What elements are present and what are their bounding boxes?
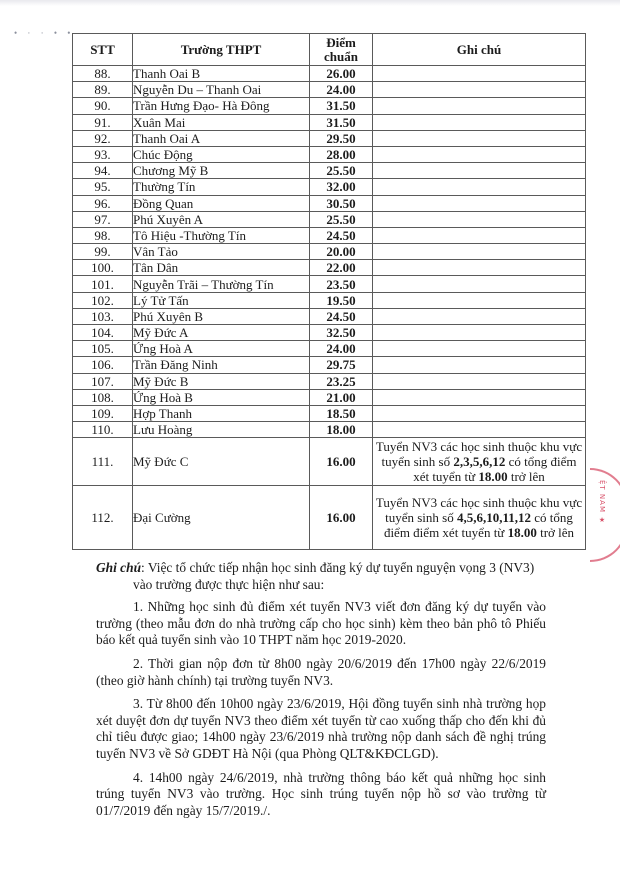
table-row bbox=[73, 82, 586, 98]
school-name-cell: Lý Tử Tấn bbox=[133, 292, 310, 308]
note-cell bbox=[373, 486, 586, 550]
note-item-2: 2. Thời gian nộp đơn từ 8h00 ngày 20/6/2019 đến 17h00 ngày 22/6/2019 (theo giờ hành chính) tại trường tuyển NV3. bbox=[96, 655, 546, 688]
stt-cell: 98. bbox=[73, 227, 133, 243]
cutoff-score-cell: 31.50 bbox=[310, 98, 373, 114]
cutoff-score-cell: 26.00 bbox=[310, 66, 373, 82]
table-row bbox=[73, 438, 586, 486]
notes-intro-line2: vào trường được thực hiện như sau: bbox=[133, 576, 325, 592]
table-row bbox=[73, 163, 586, 179]
stt-cell: 102. bbox=[73, 292, 133, 308]
stt-cell: 95. bbox=[73, 179, 133, 195]
school-name-cell: Ứng Hoà B bbox=[133, 389, 310, 405]
table-row bbox=[73, 195, 586, 211]
school-name-cell: Chương Mỹ B bbox=[133, 163, 310, 179]
table-row bbox=[73, 227, 586, 243]
cutoff-score-cell: 22.00 bbox=[310, 260, 373, 276]
school-name-cell: Phú Xuyên A bbox=[133, 211, 310, 227]
table-row bbox=[73, 389, 586, 405]
stt-cell: 110. bbox=[73, 422, 133, 438]
table-row bbox=[73, 130, 586, 146]
cutoff-score-cell: 16.00 bbox=[310, 438, 373, 486]
table-row bbox=[73, 308, 586, 324]
note-cell bbox=[373, 373, 586, 389]
table-row bbox=[73, 341, 586, 357]
cutoff-score-cell: 18.00 bbox=[310, 422, 373, 438]
note-text: có tổng điểm điểm xét tuyển từ bbox=[383, 510, 573, 541]
note-item-4: 4. 14h00 ngày 24/6/2019, nhà trường thông báo kết quả những học sinh trúng tuyển NV3 vào trường. Học sinh trúng tuyển nộp hồ sơ vào trường từ 01/7/2019 đến ngày 15/7/2019./. bbox=[96, 769, 546, 818]
note-text: trở lên bbox=[536, 525, 575, 541]
stt-cell: 107. bbox=[73, 373, 133, 389]
header-score-line2: chuẩn bbox=[324, 48, 358, 64]
table-row bbox=[73, 260, 586, 276]
school-name-cell: Tô Hiệu -Thường Tín bbox=[133, 227, 310, 243]
cutoff-score-cell: 24.00 bbox=[310, 82, 373, 98]
note-zones: 4,5,6,10,11,12 bbox=[456, 510, 532, 526]
table-row bbox=[73, 276, 586, 292]
school-name-cell: Phú Xuyên B bbox=[133, 308, 310, 324]
school-name-cell: Ứng Hoà A bbox=[133, 341, 310, 357]
header-school: Trường THPT bbox=[133, 34, 310, 66]
stt-cell: 96. bbox=[73, 195, 133, 211]
table-row bbox=[73, 422, 586, 438]
stt-cell: 103. bbox=[73, 308, 133, 324]
note-cell bbox=[373, 438, 586, 486]
stamp-text: ỆT NAM ★ bbox=[598, 480, 606, 526]
stt-cell: 101. bbox=[73, 276, 133, 292]
note-cell bbox=[373, 292, 586, 308]
stt-cell: 109. bbox=[73, 405, 133, 421]
table-row bbox=[73, 114, 586, 130]
note-item-3: 3. Từ 8h00 đến 10h00 ngày 23/6/2019, Hội đồng tuyển sinh nhà trường họp xét duyệt đơn dự tuyển NV3 theo điểm xét tuyển từ cao xuống thấp cho đến khi đủ chỉ tiêu được giao; 14h00 ngày 23/6/2019 nhà trường nộp danh sách đề nghị trúng tuyển NV3 về Sở GDĐT Hà Nội (qua Phòng QLT&KĐCLGD). bbox=[96, 696, 546, 761]
school-name-cell: Mỹ Đức B bbox=[133, 373, 310, 389]
stt-cell: 97. bbox=[73, 211, 133, 227]
note-cell bbox=[373, 325, 586, 341]
note-cell bbox=[373, 389, 586, 405]
cutoff-score-cell: 25.50 bbox=[310, 163, 373, 179]
table-row bbox=[73, 373, 586, 389]
stt-cell: 88. bbox=[73, 66, 133, 82]
page-top-edge bbox=[0, 0, 620, 6]
table-row bbox=[73, 405, 586, 421]
note-cell bbox=[373, 357, 586, 373]
note-cell bbox=[373, 163, 586, 179]
cutoff-score-cell: 21.00 bbox=[310, 389, 373, 405]
header-stt: STT bbox=[73, 34, 133, 66]
cutoff-score-cell: 29.50 bbox=[310, 130, 373, 146]
cutoff-score-cell: 18.50 bbox=[310, 405, 373, 421]
school-name-cell: Tân Dân bbox=[133, 260, 310, 276]
note-cell bbox=[373, 244, 586, 260]
cutoff-score-cell: 25.50 bbox=[310, 211, 373, 227]
table-row bbox=[73, 325, 586, 341]
note-min-score: 18.00 bbox=[507, 525, 537, 541]
school-name-cell: Nguyễn Trãi – Thường Tín bbox=[133, 276, 310, 292]
cutoff-score-cell: 31.50 bbox=[310, 114, 373, 130]
school-name-cell: Đồng Quan bbox=[133, 195, 310, 211]
note-cell bbox=[373, 66, 586, 82]
stt-cell: 105. bbox=[73, 341, 133, 357]
stt-cell: 99. bbox=[73, 244, 133, 260]
table-row bbox=[73, 486, 586, 550]
cutoff-score-cell: 23.50 bbox=[310, 276, 373, 292]
header-score bbox=[310, 34, 373, 66]
note-cell bbox=[373, 276, 586, 292]
notes-intro-line1: : Việc tổ chức tiếp nhận học sinh đăng ký dự tuyển nguyện vọng 3 (NV3) bbox=[141, 560, 535, 575]
notes-intro bbox=[96, 560, 546, 593]
note-cell bbox=[373, 146, 586, 162]
note-cell bbox=[373, 82, 586, 98]
note-cell bbox=[373, 260, 586, 276]
note-min-score: 18.00 bbox=[478, 469, 508, 485]
stt-cell: 106. bbox=[73, 357, 133, 373]
notes-label: Ghi chú bbox=[96, 560, 142, 575]
table-row bbox=[73, 211, 586, 227]
cutoff-score-cell: 20.00 bbox=[310, 244, 373, 260]
stt-cell: 112. bbox=[73, 486, 133, 550]
table-row bbox=[73, 292, 586, 308]
note-text: có tổng điểm xét tuyển từ bbox=[413, 454, 577, 485]
school-name-cell: Lưu Hoàng bbox=[133, 422, 310, 438]
cutoff-score-cell: 23.25 bbox=[310, 373, 373, 389]
school-name-cell: Mỹ Đức C bbox=[133, 438, 310, 486]
school-name-cell: Vân Tảo bbox=[133, 244, 310, 260]
note-cell bbox=[373, 227, 586, 243]
table-row bbox=[73, 98, 586, 114]
note-cell bbox=[373, 195, 586, 211]
cutoff-score-cell: 28.00 bbox=[310, 146, 373, 162]
school-name-cell: Thanh Oai B bbox=[133, 66, 310, 82]
school-name-cell: Chúc Động bbox=[133, 146, 310, 162]
school-name-cell: Trần Hưng Đạo- Hà Đông bbox=[133, 98, 310, 114]
cutoff-score-cell: 32.00 bbox=[310, 179, 373, 195]
school-name-cell: Mỹ Đức A bbox=[133, 325, 310, 341]
stt-cell: 93. bbox=[73, 146, 133, 162]
school-name-cell: Trần Đăng Ninh bbox=[133, 357, 310, 373]
note-text: Tuyển NV3 các học sinh thuộc khu vực tuyển sinh số bbox=[375, 495, 583, 526]
note-cell bbox=[373, 130, 586, 146]
cutoff-score-table bbox=[72, 33, 586, 550]
note-zones: 2,3,5,6,12 bbox=[453, 454, 506, 470]
cutoff-score-cell: 30.50 bbox=[310, 195, 373, 211]
stt-cell: 91. bbox=[73, 114, 133, 130]
note-text: Tuyển NV3 các học sinh thuộc khu vực tuyển sinh số bbox=[375, 439, 583, 470]
note-cell bbox=[373, 405, 586, 421]
table-row bbox=[73, 179, 586, 195]
table-row bbox=[73, 244, 586, 260]
table-header-row bbox=[73, 34, 586, 66]
school-name-cell: Xuân Mai bbox=[133, 114, 310, 130]
header-note: Ghi chú bbox=[373, 34, 586, 66]
note-cell bbox=[373, 341, 586, 357]
stt-cell: 94. bbox=[73, 163, 133, 179]
notes-section bbox=[96, 560, 546, 826]
stt-cell: 89. bbox=[73, 82, 133, 98]
note-cell bbox=[373, 114, 586, 130]
table-row bbox=[73, 66, 586, 82]
table-row bbox=[73, 357, 586, 373]
note-item-1: 1. Những học sinh đủ điểm xét tuyển NV3 viết đơn đăng ký dự tuyển vào trường (theo mẫu đơn do nhà trường cấp cho học sinh) kèm theo bản phô tô Phiếu báo kết quả tuyển sinh vào 10 THPT năm học 2019-2020. bbox=[96, 599, 546, 648]
cutoff-score-cell: 24.50 bbox=[310, 227, 373, 243]
stt-cell: 104. bbox=[73, 325, 133, 341]
school-name-cell: Đại Cường bbox=[133, 486, 310, 550]
cutoff-score-cell: 19.50 bbox=[310, 292, 373, 308]
table-row bbox=[73, 146, 586, 162]
school-name-cell: Thanh Oai A bbox=[133, 130, 310, 146]
note-cell bbox=[373, 211, 586, 227]
stt-cell: 100. bbox=[73, 260, 133, 276]
cutoff-score-cell: 32.50 bbox=[310, 325, 373, 341]
stt-cell: 108. bbox=[73, 389, 133, 405]
note-text: trở lên bbox=[507, 469, 545, 485]
note-cell bbox=[373, 98, 586, 114]
cutoff-score-cell: 24.50 bbox=[310, 308, 373, 324]
school-name-cell: Thường Tín bbox=[133, 179, 310, 195]
note-cell bbox=[373, 179, 586, 195]
cutoff-score-cell: 29.75 bbox=[310, 357, 373, 373]
cutoff-score-cell: 16.00 bbox=[310, 486, 373, 550]
cutoff-score-cell: 24.00 bbox=[310, 341, 373, 357]
stt-cell: 92. bbox=[73, 130, 133, 146]
scan-artifact-dots: • · · • • bbox=[14, 28, 75, 38]
stt-cell: 111. bbox=[73, 438, 133, 486]
stt-cell: 90. bbox=[73, 98, 133, 114]
header-score-line1: Điểm bbox=[326, 34, 356, 50]
note-cell bbox=[373, 308, 586, 324]
note-cell bbox=[373, 422, 586, 438]
school-name-cell: Nguyễn Du – Thanh Oai bbox=[133, 82, 310, 98]
school-name-cell: Hợp Thanh bbox=[133, 405, 310, 421]
